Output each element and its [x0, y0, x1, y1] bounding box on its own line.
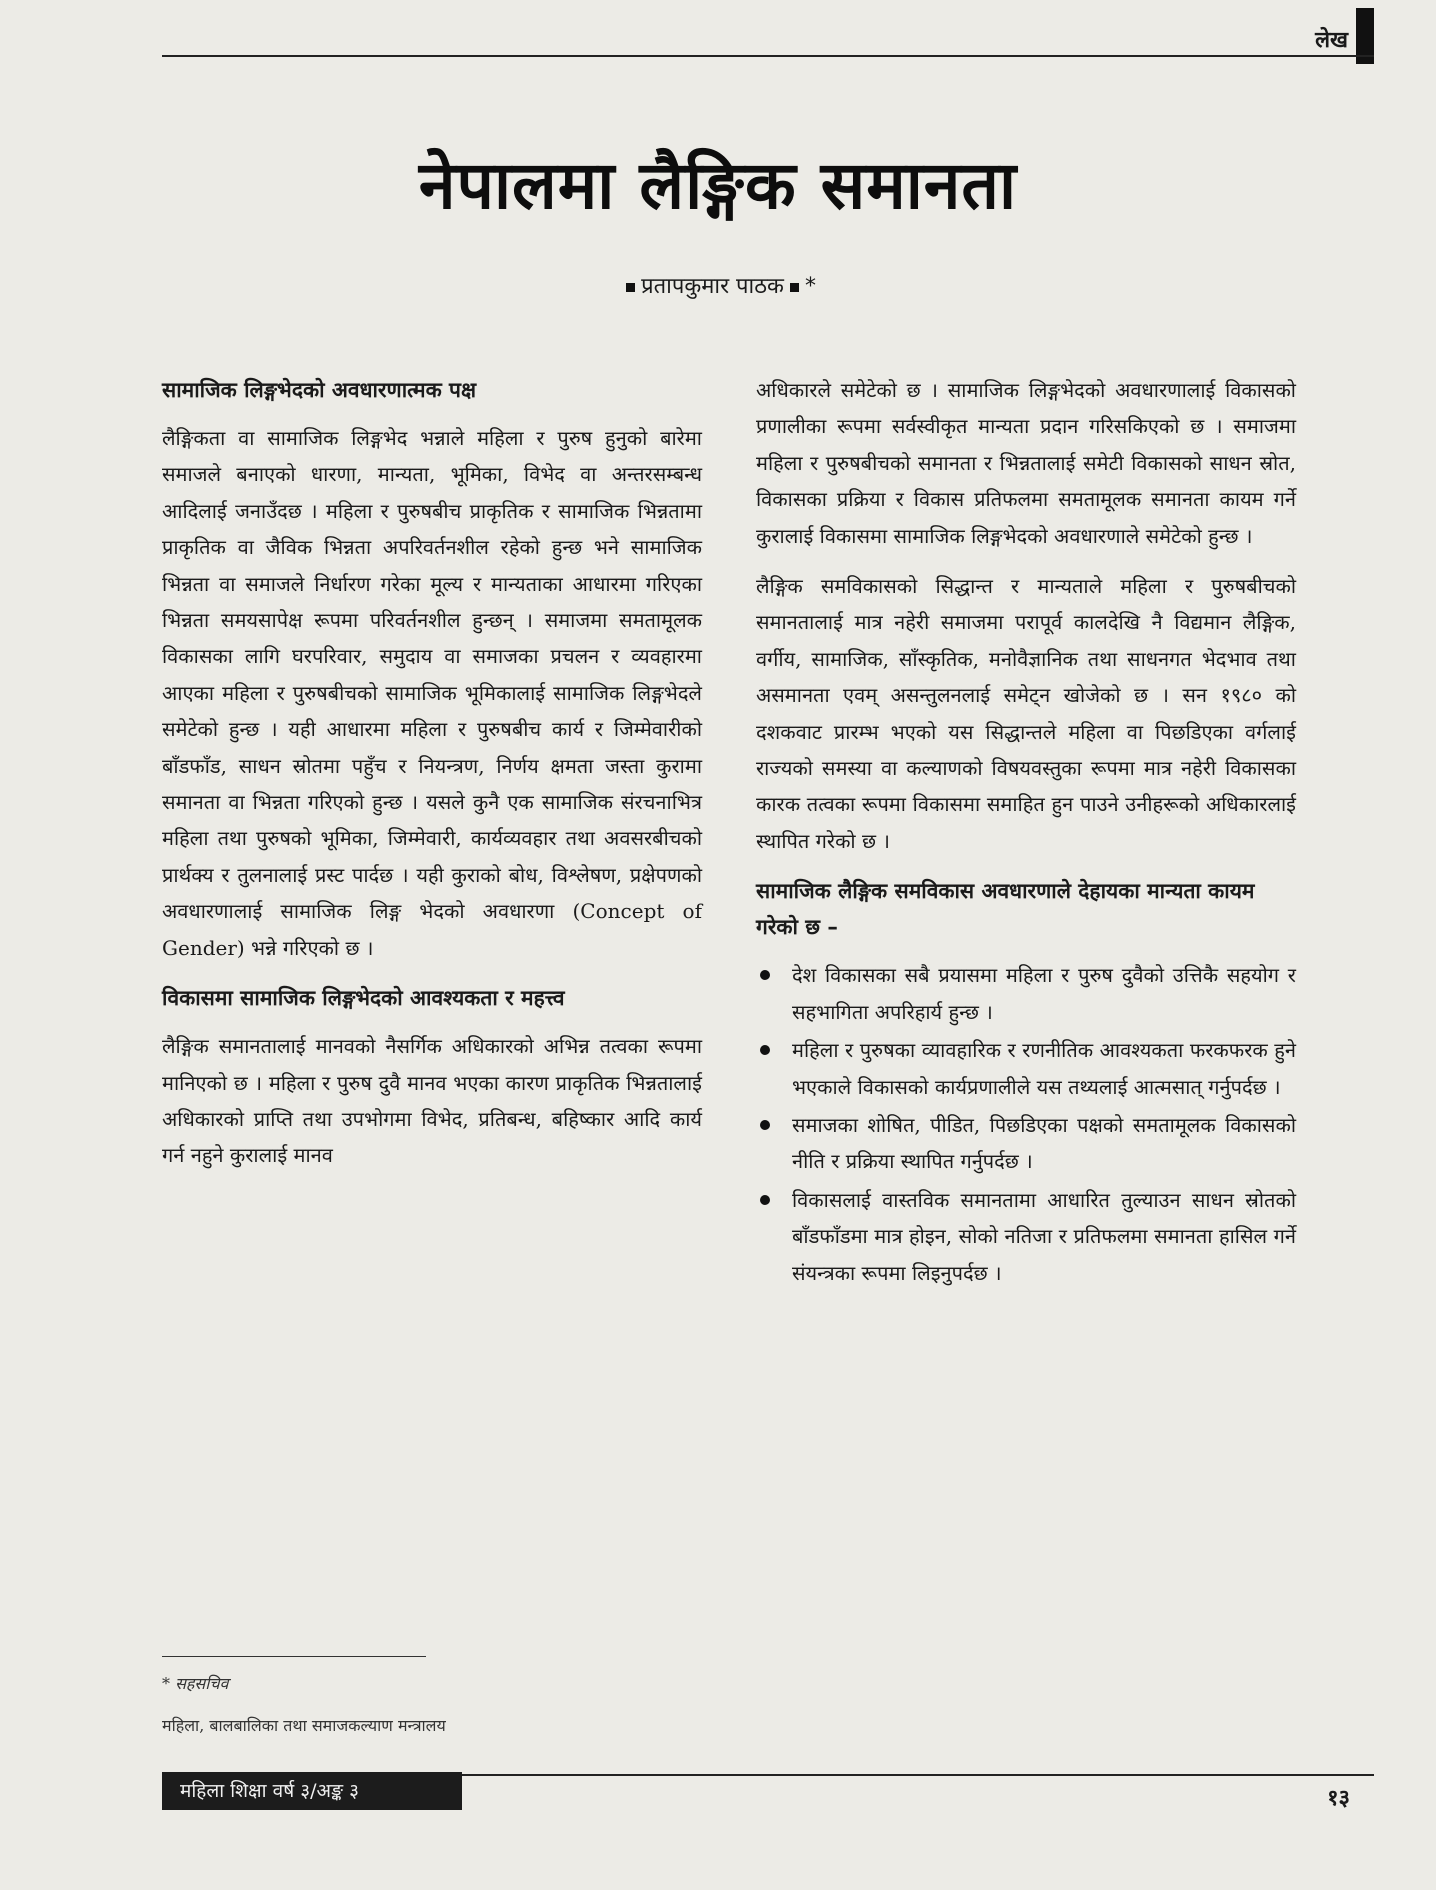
list-item — [756, 1032, 1296, 1105]
footnote-mark: * सहसचिव — [162, 1674, 229, 1693]
right-column — [756, 372, 1296, 1293]
list-item — [756, 1182, 1296, 1291]
bullet-icon — [760, 1120, 770, 1130]
author-mark: * — [804, 274, 816, 299]
article-title: नेपालमा लैङ्गिक समानता — [418, 147, 1018, 224]
bullet-icon — [760, 1195, 770, 1205]
list-item — [756, 957, 1296, 1030]
top-rule — [162, 55, 1374, 57]
author-name: प्रतापकुमार पाठक — [641, 274, 784, 299]
author-line — [0, 270, 1436, 300]
paragraph: लैङ्गिक समानतालाई मानवको नैसर्गिक अधिकारको अभिन्न तत्वका रूपमा मानिएको छ । महिला र पुरुष दुवै मानव भएका कारण प्राकृतिक भिन्नतालाई अधिकारको प्राप्ति तथा उपभोगमा विभेद, प्रतिबन्ध, बहिष्कार आदि कार्य गर्न नहुने कुरालाई मानव — [162, 1034, 702, 1168]
page-number: १३ — [1327, 1786, 1350, 1811]
list-item-text: महिला र पुरुषका व्यावहारिक र रणनीतिक आवश्यकता फरकफरक हुने भएकाले विकासको कार्यप्रणालीले यस तथ्यलाई आत्मसात् गर्नुपर्दछ । — [792, 1038, 1296, 1099]
paragraph: लैङ्गिकता वा सामाजिक लिङ्गभेद भन्नाले महिला र पुरुष हुनुको बारेमा समाजले बनाएको धारणा, मान्यता, भूमिका, विभेद वा अन्तरसम्बन्ध आदिलाई जनाउँदछ । महिला र पुरुषबीच प्राकृतिक र सामाजिक भिन्नतामा प्राकृतिक वा जैविक भिन्नता अपरिवर्तनशील रहेको हुन्छ भने सामाजिक भिन्नता वा समाजले निर्धारण गरेका मूल्य र मान्यताका आधारमा गरिएका भिन्नता समयसापेक्ष रूपमा परिवर्तनशील हुन्छन् । समाजमा समतामूलक विकासका लागि घरपरिवार, समुदाय वा समाजका प्रचलन र व्यवहारमा आएका महिला र पुरुषबीचको सामाजिक भूमिकालाई सामाजिक लिङ्गभेदले समेटेको हुन्छ । यही आधारमा महिला र पुरुषबीच कार्य र जिम्मेवारीको बाँडफाँड, साधन स्रोतमा पहुँच र नियन्त्रण, निर्णय क्षमता जस्ता कुरामा समानता वा भिन्नता गरिएको हुन्छ । यसले कुनै एक सामाजिक संरचनाभित्र महिला तथा पुरुषको भूमिका, जिम्मेवारी, कार्यव्यवहार तथा अवसरबीचको प्रार्थक्य र तुलनालाई प्रस्ट पार्दछ । यही कुराको बोध, विश्लेषण, प्रक्षेपणको अवधारणालाई सामाजिक लिङ्ग भेदको अवधारणा (Concept of Gender) भन्ने गरिएको छ । — [162, 426, 702, 960]
footnote-rule — [162, 1656, 426, 1657]
paragraph: अधिकारले समेटेको छ । सामाजिक लिङ्गभेदको अवधारणालाई विकासको प्रणालीका रूपमा सर्वस्वीकृत मान्यता प्रदान गरिसकिएको छ । समाजमा महिला र पुरुषबीचको समानता र भिन्नतालाई समेटी विकासको साधन स्रोत, विकासका प्रक्रिया र विकास प्रतिफलमा समतामूलक समानता कायम गर्ने कुरालाई विकासमा सामाजिक लिङ्गभेदको अवधारणाले समेटेको हुन्छ । — [756, 378, 1296, 548]
square-bullet-icon — [790, 283, 799, 292]
footnote-text: महिला, बालबालिका तथा समाजकल्याण मन्त्रालय — [162, 1716, 446, 1735]
bullet-list — [756, 957, 1296, 1291]
list-item — [756, 1107, 1296, 1180]
section-heading: सामाजिक लैङ्गिक समविकास अवधारणाले देहायका मान्यता कायम गरेको छ – — [756, 879, 1255, 940]
list-item-text: देश विकासका सबै प्रयासमा महिला र पुरुष दुवैको उत्तिकै सहयोग र सहभागिता अपरिहार्य हुन्छ । — [792, 963, 1296, 1024]
bullet-icon — [760, 970, 770, 980]
journal-footer: महिला शिक्षा वर्ष ३/अङ्क ३ — [162, 1772, 462, 1810]
square-bullet-icon — [626, 283, 635, 292]
list-item-text: विकासलाई वास्तविक समानतामा आधारित तुल्याउन साधन स्रोतको बाँडफाँडमा मात्र होइन, सोको नतिजा र प्रतिफलमा समानता हासिल गर्ने संयन्त्रका रूपमा लिइनुपर्दछ । — [792, 1187, 1296, 1285]
bullet-icon — [760, 1045, 770, 1055]
section-heading: विकासमा सामाजिक लिङ्गभेदको आवश्यकता र महत्त्व — [162, 986, 565, 1011]
section-tag: लेख — [1315, 28, 1348, 53]
section-heading: सामाजिक लिङ्गभेदको अवधारणात्मक पक्ष — [162, 378, 477, 402]
list-item-text: समाजका शोषित, पीडित, पिछडिएका पक्षको समतामूलक विकासको नीति र प्रक्रिया स्थापित गर्नुपर्दछ । — [792, 1112, 1296, 1174]
left-column — [162, 372, 702, 1188]
paragraph: लैङ्गिक समविकासको सिद्धान्त र मान्यताले महिला र पुरुषबीचको समानतालाई मात्र नहेरी समाजमा परापूर्व कालदेखि नै विद्यमान लैङ्गिक, वर्गीय, सामाजिक, साँस्कृतिक, मनोवैज्ञानिक तथा साधनगत भेदभाव तथा असमानता एवम् असन्तुलनलाई समेट्न खोजेको छ । सन १९८० को दशकवाट प्रारम्भ भएको यस सिद्धान्तले महिला वा पिछडिएका वर्गलाई राज्यको समस्या वा कल्याणको विषयवस्तुका रूपमा मात्र नहेरी विकासका कारक तत्वका रूपमा विकासमा समाहित हुन पाउने उनीहरूको अधिकारलाई स्थापित गरेको छ । — [756, 574, 1296, 853]
